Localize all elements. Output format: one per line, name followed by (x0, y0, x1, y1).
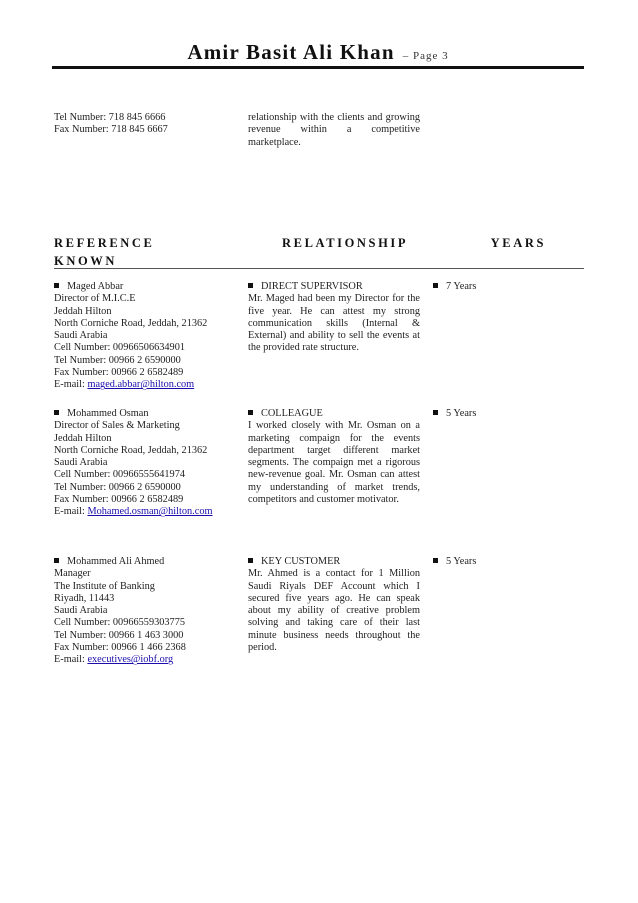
reference-cell: Cell Number: 00966559303775 (54, 617, 185, 629)
years-value: 7 Years (446, 281, 477, 292)
reference-fax: Fax Number: 00966 2 6582489 (54, 367, 184, 379)
page-number-label: – Page 3 (402, 50, 449, 62)
reference-address: North Corniche Road, Jeddah, 21362 (54, 444, 208, 456)
bullet-icon (433, 410, 438, 415)
relationship-type: COLLEAGUE (248, 408, 420, 420)
bullet-icon (248, 283, 253, 288)
reference-known-heading: REFERENCE KNOWN (54, 236, 155, 268)
reference-relationship (248, 281, 420, 355)
reference-email-line: E-mail: maged.abbar@hilton.com (54, 379, 195, 391)
reference-fax: Fax Number: 00966 2 6582489 (54, 494, 184, 506)
reference-company: Jeddah Hilton (54, 432, 112, 444)
section-divider (54, 268, 584, 269)
years-value: 5 Years (446, 556, 477, 567)
reference-country: Saudi Arabia (54, 457, 108, 469)
reference-years (433, 556, 533, 568)
bullet-icon (433, 558, 438, 563)
relationship-type: DIRECT SUPERVISOR (248, 281, 420, 293)
reference-relationship (248, 408, 420, 506)
reference-address: Riyadh, 11443 (54, 592, 115, 604)
relationship-description: Mr. Maged had been my Director for the five year. He can attest my strong communication skills (Internal & External) and ability to sell the events at the provided rate structure. (248, 293, 420, 354)
reference-email-line: E-mail: executives@iobf.org (54, 654, 174, 666)
relationship-type: KEY CUSTOMER (248, 556, 420, 568)
reference-relationship (248, 556, 420, 654)
reference-years (433, 408, 533, 420)
reference-name: Mohammed Ali Ahmed (54, 556, 234, 568)
reference-email-link[interactable]: Mohamed.osman@hilton.com (87, 506, 213, 518)
reference-tel: Tel Number: 00966 1 463 3000 (54, 629, 184, 641)
reference-address: North Corniche Road, Jeddah, 21362 (54, 317, 208, 329)
bullet-icon (433, 283, 438, 288)
reference-tel: Tel Number: 00966 2 6590000 (54, 481, 181, 493)
contact-continuation (54, 112, 234, 137)
description-continuation: relationship with the clients and growing revenue within a competitive marketplace. (248, 112, 420, 148)
reference-title: Director of Sales & Marketing (54, 420, 180, 432)
relationship-heading: RELATIONSHIP (282, 236, 409, 250)
bullet-icon (54, 410, 59, 415)
reference-name: Mohammed Osman (54, 408, 234, 420)
reference-title: Manager (54, 568, 91, 580)
bullet-icon (54, 283, 59, 288)
reference-email-link[interactable]: maged.abbar@hilton.com (87, 379, 195, 391)
bullet-icon (248, 558, 253, 563)
tel-number: Tel Number: 718 845 6666 (54, 112, 166, 123)
reference-cell: Cell Number: 00966506634901 (54, 342, 185, 354)
references-table-header (54, 234, 584, 268)
fax-number: Fax Number: 718 845 6667 (54, 124, 168, 136)
reference-contact (54, 281, 234, 392)
header-divider (52, 66, 584, 69)
bullet-icon (248, 410, 253, 415)
bullet-icon (54, 558, 59, 563)
reference-company: The Institute of Banking (54, 580, 155, 592)
reference-cell: Cell Number: 00966555641974 (54, 469, 185, 481)
reference-email-line: E-mail: Mohamed.osman@hilton.com (54, 506, 213, 518)
reference-title: Director of M.I.C.E (54, 293, 136, 305)
reference-name: Maged Abbar (54, 281, 234, 293)
reference-contact (54, 408, 234, 519)
page-header (52, 40, 584, 65)
reference-company: Jeddah Hilton (54, 305, 112, 317)
years-value: 5 Years (446, 408, 477, 419)
reference-country: Saudi Arabia (54, 330, 108, 342)
resume-owner-name: Amir Basit Ali Khan (187, 40, 395, 64)
reference-contact (54, 556, 234, 667)
reference-email-link[interactable]: executives@iobf.org (87, 654, 174, 666)
reference-years (433, 281, 533, 293)
reference-tel: Tel Number: 00966 2 6590000 (54, 354, 181, 366)
relationship-description: I worked closely with Mr. Osman on a marketing compaign for the events department target different market segments. The compaign met a rigorous new-revenue goal. Mr. Osman can attest my understanding of market trends, competitors and customer motivator. (248, 420, 420, 506)
reference-fax: Fax Number: 00966 1 466 2368 (54, 642, 186, 654)
years-heading: YEARS (490, 236, 546, 250)
relationship-description: Mr. Ahmed is a contact for 1 Million Saudi Riyals DEF Account which I secured five years ago. He can speak about my ability of creative problem solving and taking care of their last minute business needs throughout the period. (248, 568, 420, 654)
reference-country: Saudi Arabia (54, 605, 108, 617)
